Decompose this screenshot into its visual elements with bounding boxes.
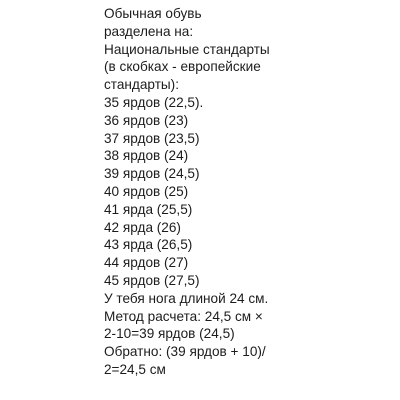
text-line: У тебя нога длиной 24 см. [104, 290, 269, 306]
size-row: 37 ярдов (23,5) [104, 130, 200, 146]
size-row: 45 ярдов (27,5) [104, 272, 200, 288]
text-line: Метод расчета: 24,5 см × [104, 308, 263, 324]
text-line: (в скобках - европейские [104, 59, 261, 75]
size-chart-text [104, 5, 309, 379]
size-row: 44 ярдов (27) [104, 255, 189, 271]
size-row: 40 ярдов (25) [104, 183, 189, 199]
size-row: 38 ярдов (24) [104, 148, 189, 164]
text-line: Обычная обувь [104, 6, 202, 21]
text-line: разделена на: [104, 23, 194, 39]
size-row: 42 ярда (26) [104, 219, 181, 235]
text-line: стандарты): [104, 77, 179, 93]
size-row: 35 ярдов (22,5). [104, 94, 204, 110]
size-row: 41 ярда (25,5) [104, 201, 193, 217]
text-line: 2-10=39 ярдов (24,5) [104, 326, 235, 342]
text-card [87, 0, 313, 400]
size-row: 39 ярдов (24,5) [104, 166, 200, 182]
text-line: 2=24,5 см [104, 361, 166, 377]
text-line: Национальные стандарты [104, 41, 270, 57]
text-line: Обратно: (39 ярдов + 10)/ [104, 344, 266, 360]
size-row: 36 ярдов (23) [104, 112, 189, 128]
size-row: 43 ярда (26,5) [104, 237, 193, 253]
